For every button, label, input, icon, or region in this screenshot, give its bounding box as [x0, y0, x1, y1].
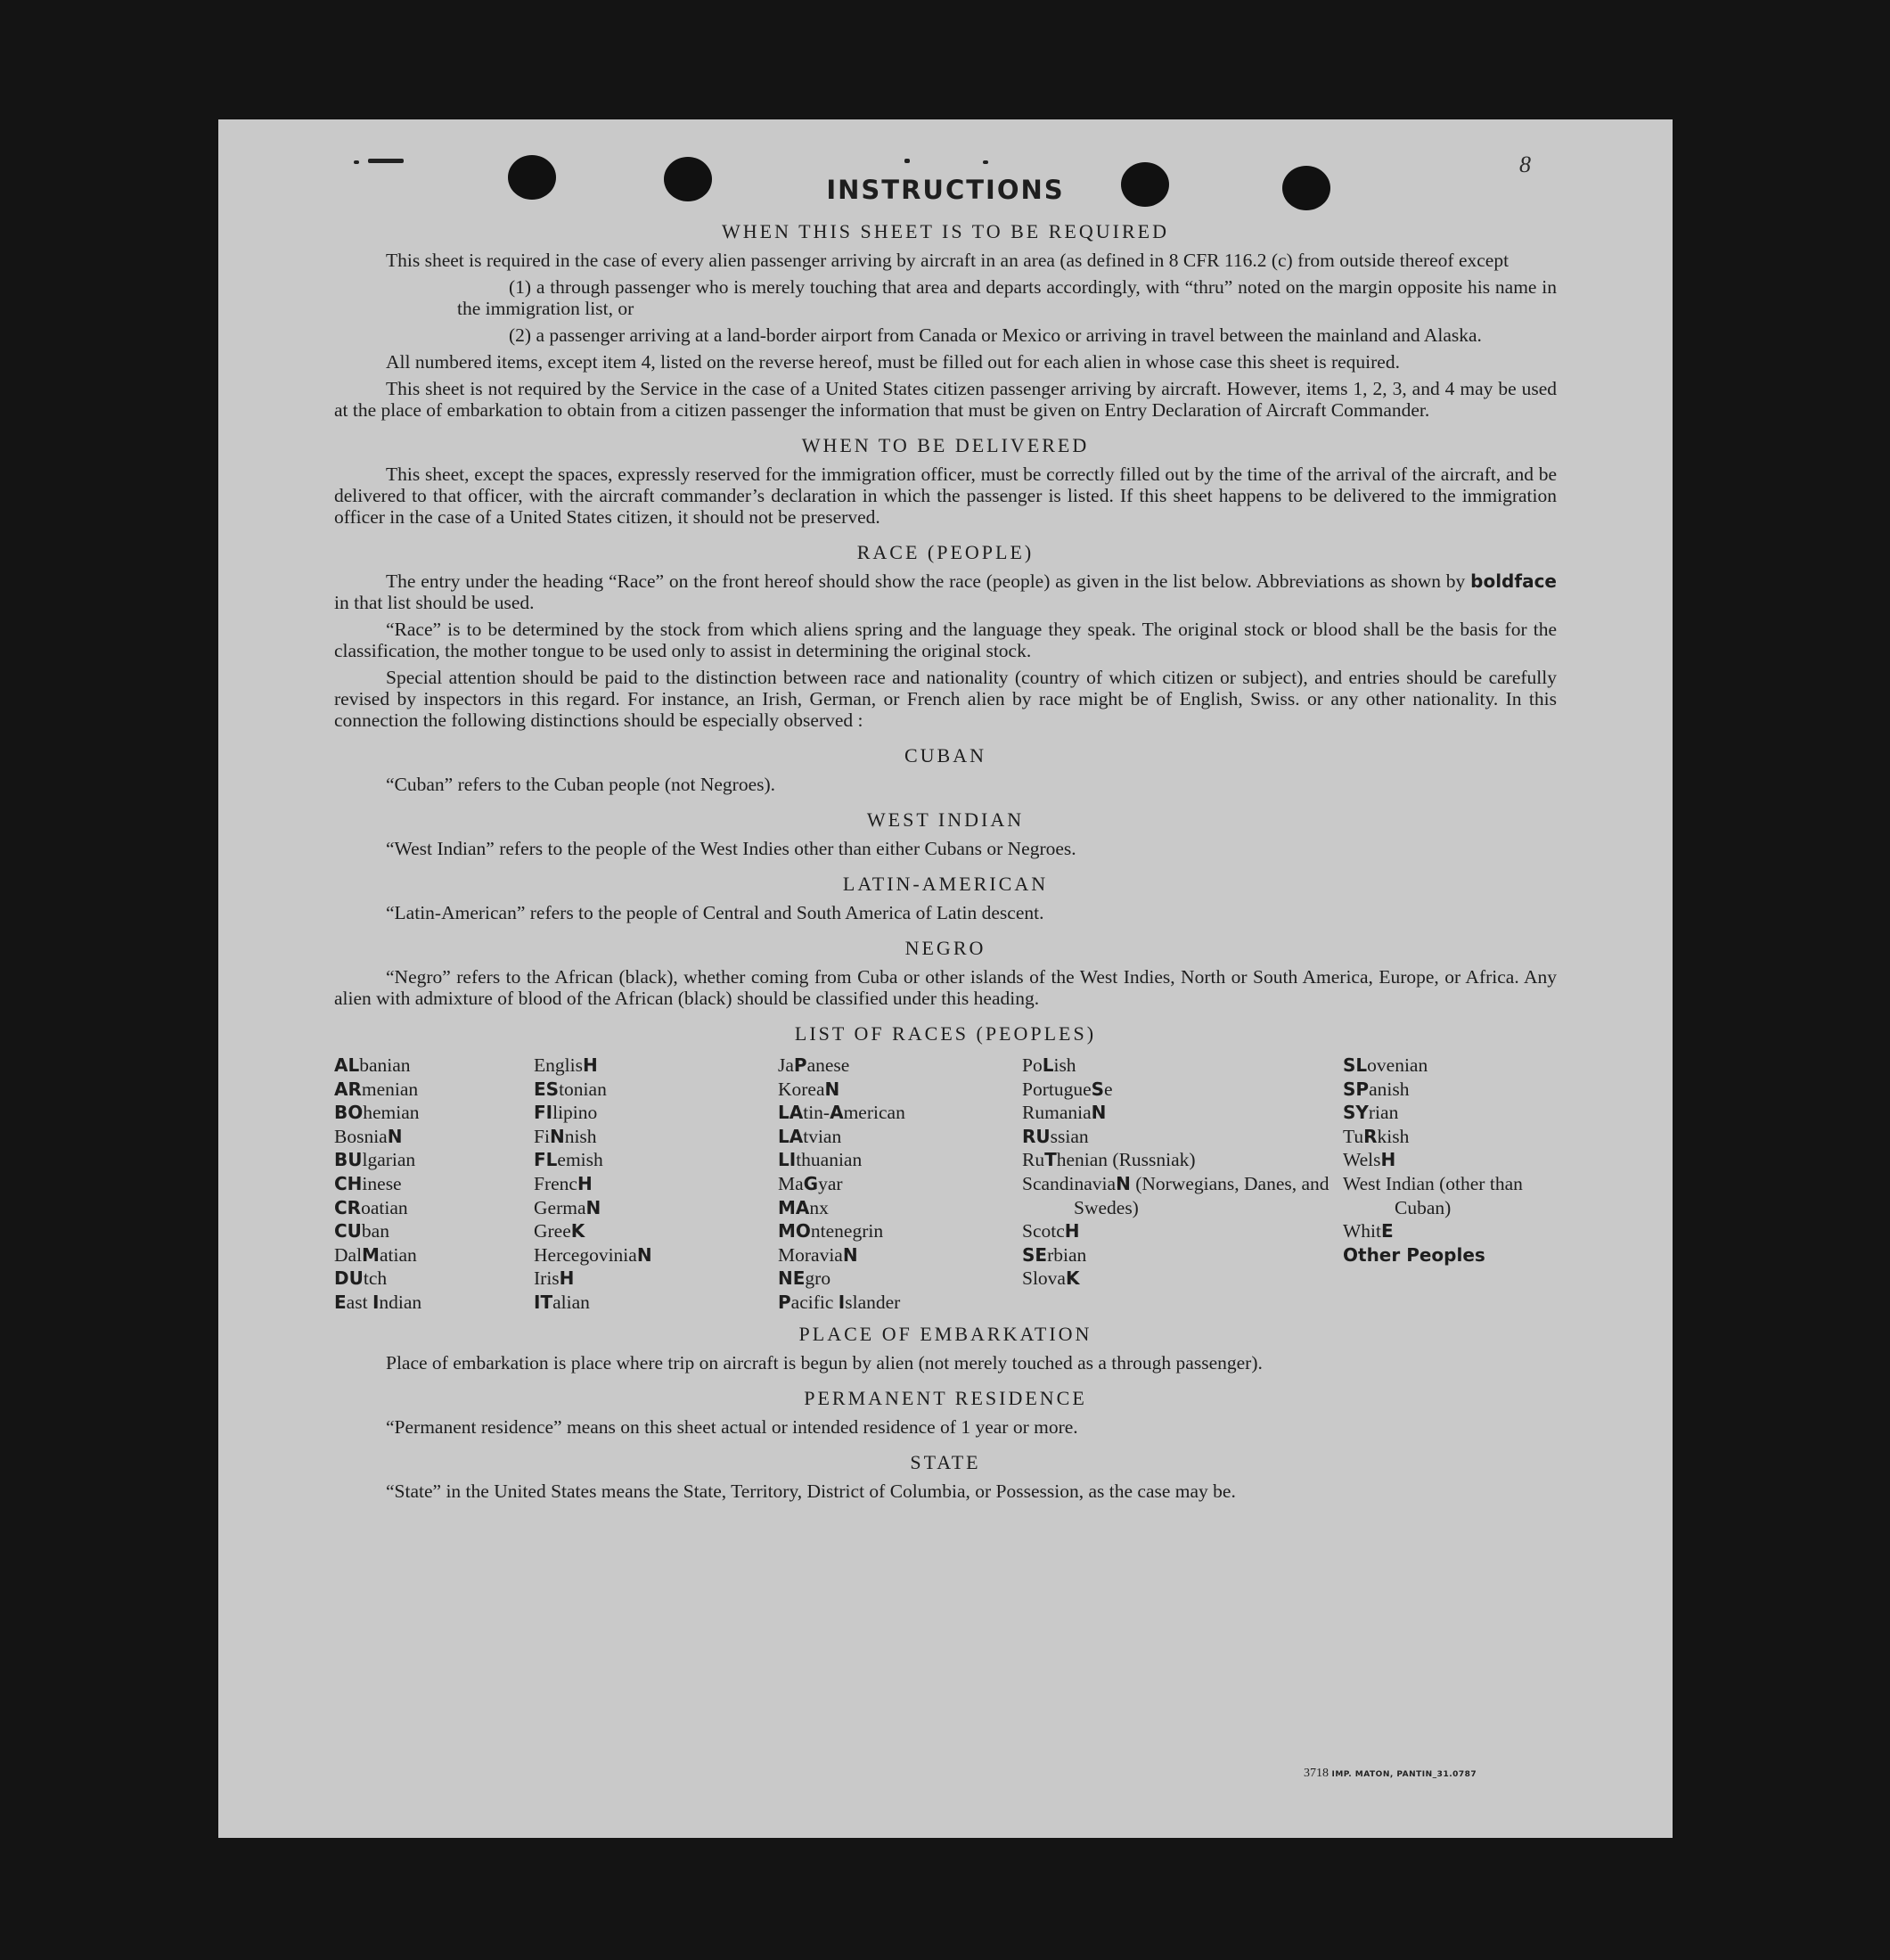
race-abbreviation: N [824, 1078, 840, 1100]
race-list-item [334, 1125, 534, 1149]
section-heading: RACE (PEOPLE) [856, 541, 1035, 563]
race-list-item [778, 1196, 1022, 1220]
paragraph: “Cuban” refers to the Cuban people (not Negroes). [386, 774, 776, 795]
race-name-text: Englis [534, 1054, 583, 1076]
race-list [334, 1054, 1557, 1315]
race-list-column [1022, 1054, 1343, 1315]
race-list-item [778, 1172, 1022, 1196]
race-name-text: kish [1377, 1125, 1410, 1147]
race-name-text: ban [361, 1220, 389, 1242]
race-name-text: yar [818, 1172, 843, 1194]
paragraph: “Latin-American” refers to the people of Central and South America of Latin descent. [386, 902, 1044, 923]
race-name-text: Korea [778, 1078, 825, 1100]
race-list-item [534, 1267, 778, 1291]
race-name-text: oatian [361, 1196, 408, 1218]
race-name-text: ssian [1050, 1125, 1089, 1147]
corner-handwriting: 8 [1519, 152, 1531, 177]
race-name-text: merican [843, 1102, 905, 1124]
race-abbreviation: FI [534, 1102, 553, 1124]
race-list-item [1343, 1125, 1557, 1149]
section-heading: PLACE OF EMBARKATION [798, 1322, 1092, 1345]
race-name-text: Slova [1022, 1267, 1066, 1290]
race-name-text: tch [363, 1267, 388, 1290]
race-name-text: thuanian [796, 1149, 863, 1171]
race-list-item [334, 1078, 534, 1102]
race-abbreviation: H [577, 1172, 593, 1194]
race-list-item [534, 1078, 778, 1102]
race-abbreviation: SE [1022, 1243, 1048, 1266]
race-list-item [778, 1101, 1022, 1125]
race-abbreviation: I [372, 1291, 380, 1313]
race-abbreviation: M [362, 1243, 380, 1266]
race-list-item [1343, 1101, 1557, 1125]
race-name-text: Gree [534, 1220, 571, 1242]
race-abbreviation: BO [334, 1102, 364, 1124]
race-name-text: ndian [379, 1291, 422, 1313]
section-heading: WHEN THIS SHEET IS TO BE REQUIRED [722, 220, 1169, 242]
race-list-item [1343, 1172, 1557, 1219]
race-abbreviation: DU [334, 1267, 364, 1290]
printer-imprint: IMP. MATON, PANTIN_31.0787 [1331, 1770, 1477, 1779]
race-name-text: menian [361, 1078, 419, 1100]
race-list-item [1022, 1267, 1343, 1291]
race-abbreviation: MA [778, 1196, 810, 1218]
race-list-column [334, 1054, 534, 1315]
race-name-text: atian [379, 1243, 417, 1266]
race-name-text: emish [557, 1149, 603, 1171]
race-name-text: Ma [778, 1172, 804, 1194]
paragraph: This sheet is required in the case of every alien passenger arriving by aircraft in an area (as defined in 8 CFR 116.2 (c) from outside thereof except [386, 250, 1510, 271]
race-list-column [1343, 1054, 1557, 1315]
race-list-item [534, 1125, 778, 1149]
race-name-text: tin- [803, 1102, 830, 1124]
race-list-item [334, 1054, 534, 1078]
race-name-text: tonian [559, 1078, 607, 1100]
race-abbreviation: E [1381, 1220, 1394, 1242]
race-name-text: West Indian (other than Cuban) [1343, 1172, 1523, 1218]
section-heading: WEST INDIAN [866, 808, 1025, 831]
race-abbreviation: MO [778, 1220, 811, 1242]
race-list-item [1022, 1125, 1343, 1149]
paragraph: This sheet, except the spaces, expressly reserved for the immigration officer, must be correctly filled out by the time of the arrival of the aircraft, and be delivered to that officer, with the aircraft commander’s declaration in which the passenger is listed. If this sheet happens to be delivered to the immigration officer in the case of a United States citizen, it should not be preserved. [334, 463, 1557, 528]
race-name-text: Po [1022, 1054, 1043, 1076]
race-abbreviation: H [1380, 1149, 1396, 1171]
race-name-text: Rumania [1022, 1102, 1092, 1124]
section-heading: CUBAN [904, 744, 986, 767]
race-abbreviation: CR [334, 1196, 362, 1218]
race-name-text: Scandinavia [1022, 1172, 1117, 1194]
race-list-item [534, 1101, 778, 1125]
race-name-text: Portugue [1022, 1078, 1092, 1100]
race-abbreviation: A [830, 1102, 844, 1124]
race-name-text: alian [552, 1291, 590, 1313]
section-heading: STATE [910, 1450, 981, 1473]
paragraph: “Race” is to be determined by the stock from which aliens spring and the language they speak. The original stock or blood shall be the basis for the classification, the mother tongue to be used only to assist in determining the original stock. [334, 619, 1557, 661]
race-name-text: hemian [363, 1102, 420, 1124]
race-name-text: acific [790, 1291, 839, 1313]
race-list-item [1343, 1078, 1557, 1102]
race-list-item [778, 1267, 1022, 1291]
section-heading: PERMANENT RESIDENCE [804, 1386, 1087, 1409]
race-name-text: tvian [803, 1125, 842, 1147]
race-name-text: e [1104, 1078, 1113, 1100]
race-list-item [1022, 1078, 1343, 1102]
race-text: The entry under the heading “Race” on the front hereof should show the race (people) as given in the list below. Abbreviations as shown by [386, 570, 1466, 592]
race-name-text: slander [845, 1291, 901, 1313]
race-abbreviation: K [1065, 1267, 1080, 1290]
race-name-text: nx [809, 1196, 829, 1218]
race-name-text: ovenian [1367, 1054, 1428, 1076]
race-abbreviation: CU [334, 1220, 362, 1242]
race-abbreviation: L [1042, 1054, 1054, 1076]
race-list-item [1022, 1101, 1343, 1125]
race-list-item [778, 1219, 1022, 1243]
race-name-text: ntenegrin [810, 1220, 884, 1242]
race-abbreviation: FL [534, 1149, 558, 1171]
race-list-item [534, 1196, 778, 1220]
paragraph: Special attention should be paid to the distinction between race and nationality (country of which citizen or subject), and entries should be carefully revised by inspectors in this regard. For instance, an Irish, German, or French alien by race might be of English, Swiss. or any other nationality. In this connection the following distinctions should be especially observed : [334, 667, 1557, 731]
race-name-text: Frenc [534, 1172, 577, 1194]
race-name-text: lipino [552, 1102, 598, 1124]
race-name-text: Germa [534, 1196, 586, 1218]
page-title: INSTRUCTIONS [826, 175, 1065, 205]
race-list-item [1343, 1243, 1557, 1267]
form-number: 3718 [1304, 1767, 1329, 1780]
race-name-text: henian (Russniak) [1056, 1149, 1196, 1171]
race-name-text: nish [564, 1125, 597, 1147]
form-footer [1304, 1767, 1477, 1781]
race-name-text: gro [805, 1267, 831, 1290]
race-abbreviation: RU [1022, 1125, 1051, 1147]
race-list-item [1343, 1219, 1557, 1243]
race-list-item [534, 1172, 778, 1196]
race-name-text: Fi [534, 1125, 550, 1147]
race-name-text: anese [806, 1054, 850, 1076]
race-name-text: Bosnia [334, 1125, 388, 1147]
race-abbreviation: E [334, 1291, 347, 1313]
race-abbreviation: SP [1343, 1078, 1370, 1100]
race-list-column [534, 1054, 778, 1315]
race-list-item [334, 1196, 534, 1220]
paragraph: “Permanent residence” means on this sheet actual or intended residence of 1 year or more. [386, 1415, 1078, 1438]
instruction-sheet [218, 119, 1673, 1838]
paragraph [334, 570, 1557, 613]
numbered-item: (1) a through passenger who is merely touching that area and departs accordingly, with “thru” noted on the margin opposite his name in the immigration list, or [457, 276, 1557, 319]
race-abbreviation: H [582, 1054, 598, 1076]
race-list-item [1343, 1148, 1557, 1172]
race-abbreviation: AL [334, 1054, 360, 1076]
section-heading: WHEN TO BE DELIVERED [801, 434, 1090, 456]
race-list-item [534, 1291, 778, 1315]
race-abbreviation: P [778, 1291, 791, 1313]
race-name-text: anish [1369, 1078, 1410, 1100]
race-abbreviation: SL [1343, 1054, 1368, 1076]
race-abbreviation: LA [778, 1125, 804, 1147]
race-list-item [334, 1291, 534, 1315]
race-name-text: Iris [534, 1267, 560, 1290]
race-abbreviation: G [803, 1172, 819, 1194]
race-name-text: Moravia [778, 1243, 843, 1266]
race-list-item [778, 1243, 1022, 1267]
race-abbreviation: NE [778, 1267, 806, 1290]
race-abbreviation: N [585, 1196, 601, 1218]
race-abbreviation: H [1064, 1220, 1080, 1242]
race-name-text: Whit [1343, 1220, 1381, 1242]
section-heading: LATIN-AMERICAN [842, 873, 1049, 895]
race-list-item [534, 1219, 778, 1243]
race-abbreviation: N [636, 1243, 652, 1266]
race-abbreviation: N [1116, 1172, 1131, 1194]
section-heading: NEGRO [904, 937, 986, 959]
race-abbreviation: P [793, 1054, 807, 1076]
race-list-item [1022, 1172, 1343, 1219]
race-abbreviation: CH [334, 1172, 363, 1194]
boldface-word: boldface [1470, 570, 1557, 592]
race-abbreviation: N [1091, 1102, 1107, 1124]
paragraph: “West Indian” refers to the people of the West Indies other than either Cubans or Negroes. [386, 838, 1076, 859]
race-name-text: Ru [1022, 1149, 1045, 1171]
ink-speck [354, 160, 359, 164]
race-abbreviation: R [1363, 1125, 1378, 1147]
race-name-text: Scotc [1022, 1220, 1065, 1242]
race-list-item [534, 1054, 778, 1078]
section-heading: LIST OF RACES (PEOPLES) [794, 1022, 1097, 1045]
race-name-text: Wels [1343, 1149, 1381, 1171]
race-abbreviation: T [1044, 1149, 1057, 1171]
race-list-item [1343, 1054, 1557, 1078]
race-list-item [534, 1243, 778, 1267]
race-abbreviation: N [842, 1243, 858, 1266]
race-list-item [334, 1101, 534, 1125]
ink-speck [904, 159, 910, 163]
race-list-item [534, 1148, 778, 1172]
race-name-text: rian [1368, 1102, 1399, 1124]
race-abbreviation: ES [534, 1078, 560, 1100]
ink-speck [368, 159, 404, 163]
race-abbreviation: IT [534, 1291, 553, 1313]
race-name-text: ast [346, 1291, 372, 1313]
race-list-item [334, 1148, 534, 1172]
race-name-text: inese [362, 1172, 402, 1194]
ink-speck [983, 160, 988, 164]
race-abbreviation: AR [334, 1078, 362, 1100]
race-name-text: lgarian [362, 1149, 416, 1171]
race-list-item [334, 1243, 534, 1267]
paragraph: “Negro” refers to the African (black), whether coming from Cuba or other islands of the West Indies, North or South America, Europe, or Africa. Any alien with admixture of blood of the African (black) should be classified under this heading. [334, 966, 1557, 1009]
paragraph: Place of embarkation is place where trip on aircraft is begun by alien (not merely touched as a through passenger). [386, 1351, 1263, 1374]
race-name-text: Ja [778, 1054, 794, 1076]
race-list-item [334, 1219, 534, 1243]
race-list-item [1022, 1148, 1343, 1172]
race-list-item [778, 1148, 1022, 1172]
race-list-item [1022, 1219, 1343, 1243]
race-name-text: (Norwegians, Danes, and Swedes) [1074, 1172, 1330, 1218]
paragraph: “State” in the United States means the State, Territory, District of Columbia, or Possession, as the case may be. [386, 1480, 1236, 1502]
race-list-column [778, 1054, 1022, 1315]
race-abbreviation: I [838, 1291, 846, 1313]
race-abbreviation: LI [778, 1149, 797, 1171]
race-abbreviation: H [559, 1267, 575, 1290]
race-abbreviation: N [549, 1125, 565, 1147]
race-name-text: ish [1053, 1054, 1076, 1076]
race-name-text: Tu [1343, 1125, 1364, 1147]
instructions-body [334, 219, 1557, 1507]
race-name-text: banian [359, 1054, 411, 1076]
race-list-item [334, 1267, 534, 1291]
race-name-text: rbian [1047, 1243, 1087, 1266]
race-abbreviation: S [1091, 1078, 1105, 1100]
paragraph: All numbered items, except item 4, listed on the reverse hereof, must be filled out for each alien in whose case this sheet is required. [386, 351, 1400, 373]
race-list-item [1022, 1054, 1343, 1078]
numbered-item: (2) a passenger arriving at a land-border airport from Canada or Mexico or arriving in travel between the mainland and Alaska. [509, 324, 1482, 346]
paragraph: This sheet is not required by the Service in the case of a United States citizen passenger arriving by aircraft. However, items 1, 2, 3, and 4 may be used at the place of embarkation to obtain from a citizen passenger the information that must be given on Entry Declaration of Aircraft Commander. [334, 378, 1557, 421]
race-abbreviation: N [387, 1125, 403, 1147]
race-list-item [334, 1172, 534, 1196]
race-abbreviation: LA [778, 1102, 804, 1124]
race-abbreviation: SY [1343, 1102, 1369, 1124]
race-list-item [778, 1078, 1022, 1102]
race-name-text: Hercegovinia [534, 1243, 637, 1266]
race-list-item [1022, 1243, 1343, 1267]
race-abbreviation: Other Peoples [1343, 1243, 1485, 1266]
race-list-item [778, 1054, 1022, 1078]
race-name-text: Dal [334, 1243, 363, 1266]
race-abbreviation: BU [334, 1149, 363, 1171]
race-list-item [778, 1125, 1022, 1149]
race-list-item [778, 1291, 1022, 1315]
race-abbreviation: K [570, 1220, 585, 1242]
race-text: in that list should be used. [334, 592, 535, 613]
